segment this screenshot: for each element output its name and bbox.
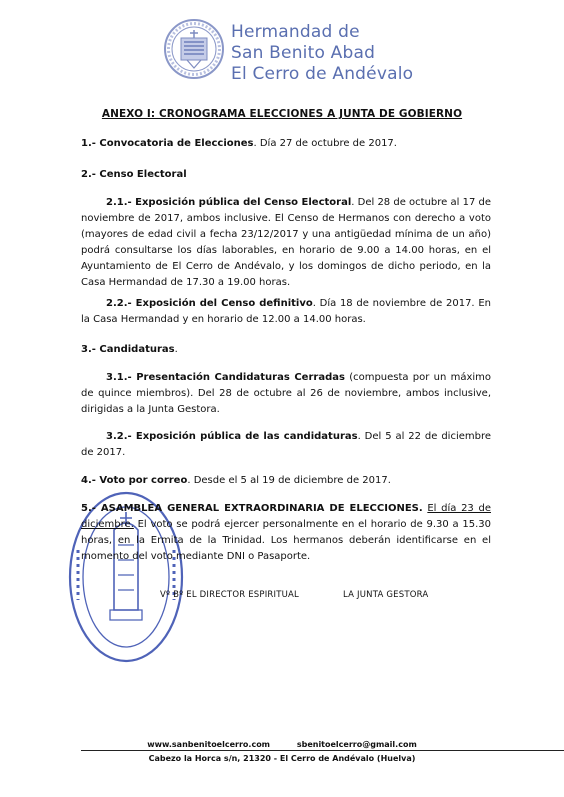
section-3-2: [81, 429, 491, 461]
section-3-heading-row: [81, 342, 491, 358]
section-2-1-text: . Del 28 de octubre al 17 de noviembre de 2017, ambos inclusive. El Censo de Hermanos con derecho a voto (mayores de edad civil a fecha 23/12/2017 y una antigüedad mínima de un año) podrá consultarse los días laborables, en horario de 9.00 a 14.00 horas, en el Ayuntamiento de El Cerro de Andévalo, y los domingos de dicho periodo, en la Casa Hermandad de 17.30 a 19.00 horas.: [81, 197, 491, 288]
section-3-2-heading: 3.2.- Exposición pública de las candidaturas: [106, 431, 358, 442]
brotherhood-name: [231, 22, 413, 85]
footer-address: Cabezo la Horca s/n, 21320 - El Cerro de Andévalo (Huelva): [148, 754, 416, 763]
section-1: [81, 136, 491, 152]
footer-email[interactable]: sbenitoelcerro@gmail.com: [296, 740, 417, 749]
section-4-heading: 4.- Voto por correo: [81, 475, 188, 486]
brotherhood-seal-logo: [163, 18, 225, 80]
section-1-heading: 1.- Convocatoria de Elecciones: [81, 138, 254, 149]
section-3-1-text: (compuesta por un máximo de quince miembros). Del 28 de octubre al 26 de noviembre, ambos inclusive, dirigidas a la Junta Gestora.: [81, 372, 491, 415]
signature-left: Vº Bº EL DIRECTOR ESPIRITUAL: [160, 590, 299, 600]
section-3-heading: 3.- Candidaturas: [81, 344, 175, 355]
brand-line-1: Hermandad de: [231, 22, 360, 42]
section-2-2-text: . Día 18 de noviembre de 2017. En la Casa Hermandad y en horario de 12.00 a 14.00 horas.: [81, 298, 491, 325]
section-5-date: El día 23 de diciembre.: [81, 503, 491, 530]
brand-line-2: San Benito Abad: [231, 43, 376, 63]
section-5: [81, 501, 491, 565]
section-2-heading-row: [81, 167, 491, 183]
signature-right: LA JUNTA GESTORA: [343, 590, 429, 600]
footer-divider: [81, 750, 564, 751]
section-2-2: [81, 296, 491, 328]
section-5-heading: 5.- ASAMBLEA GENERAL EXTRAORDINARIA DE ELECCIONES.: [81, 503, 423, 514]
section-2-heading: 2.- Censo Electoral: [81, 169, 187, 180]
section-4-text: . Desde el 5 al 19 de diciembre de 2017.: [187, 475, 391, 486]
section-1-text: . Día 27 de octubre de 2017.: [253, 138, 397, 149]
footer-contacts: [0, 740, 564, 749]
section-5-text: El voto se podrá ejercer personalmente en el horario de 9.30 a 15.30 horas, en la Ermita de la Trinidad. Los hermanos deberán identificarse en el momento del voto mediante DNI o Pasaporte.: [81, 519, 491, 562]
section-2-1-heading: 2.1.- Exposición pública del Censo Electoral: [106, 197, 352, 208]
document-title: ANEXO I: CRONOGRAMA ELECCIONES A JUNTA DE GOBIERNO: [101, 108, 463, 120]
section-2-2-heading: 2.2.- Exposición del Censo definitivo: [106, 298, 313, 309]
section-3-1-heading: 3.1.- Presentación Candidaturas Cerradas: [106, 372, 345, 383]
brand-line-3: El Cerro de Andévalo: [231, 64, 414, 84]
section-3-2-text: . Del 5 al 22 de diciembre de 2017.: [81, 431, 492, 458]
footer-website[interactable]: www.sanbenitoelcerro.com: [147, 740, 271, 749]
section-4: [81, 473, 491, 489]
section-3-dot: .: [174, 344, 178, 355]
section-2-1: [81, 195, 491, 291]
section-3-1: [81, 370, 491, 418]
